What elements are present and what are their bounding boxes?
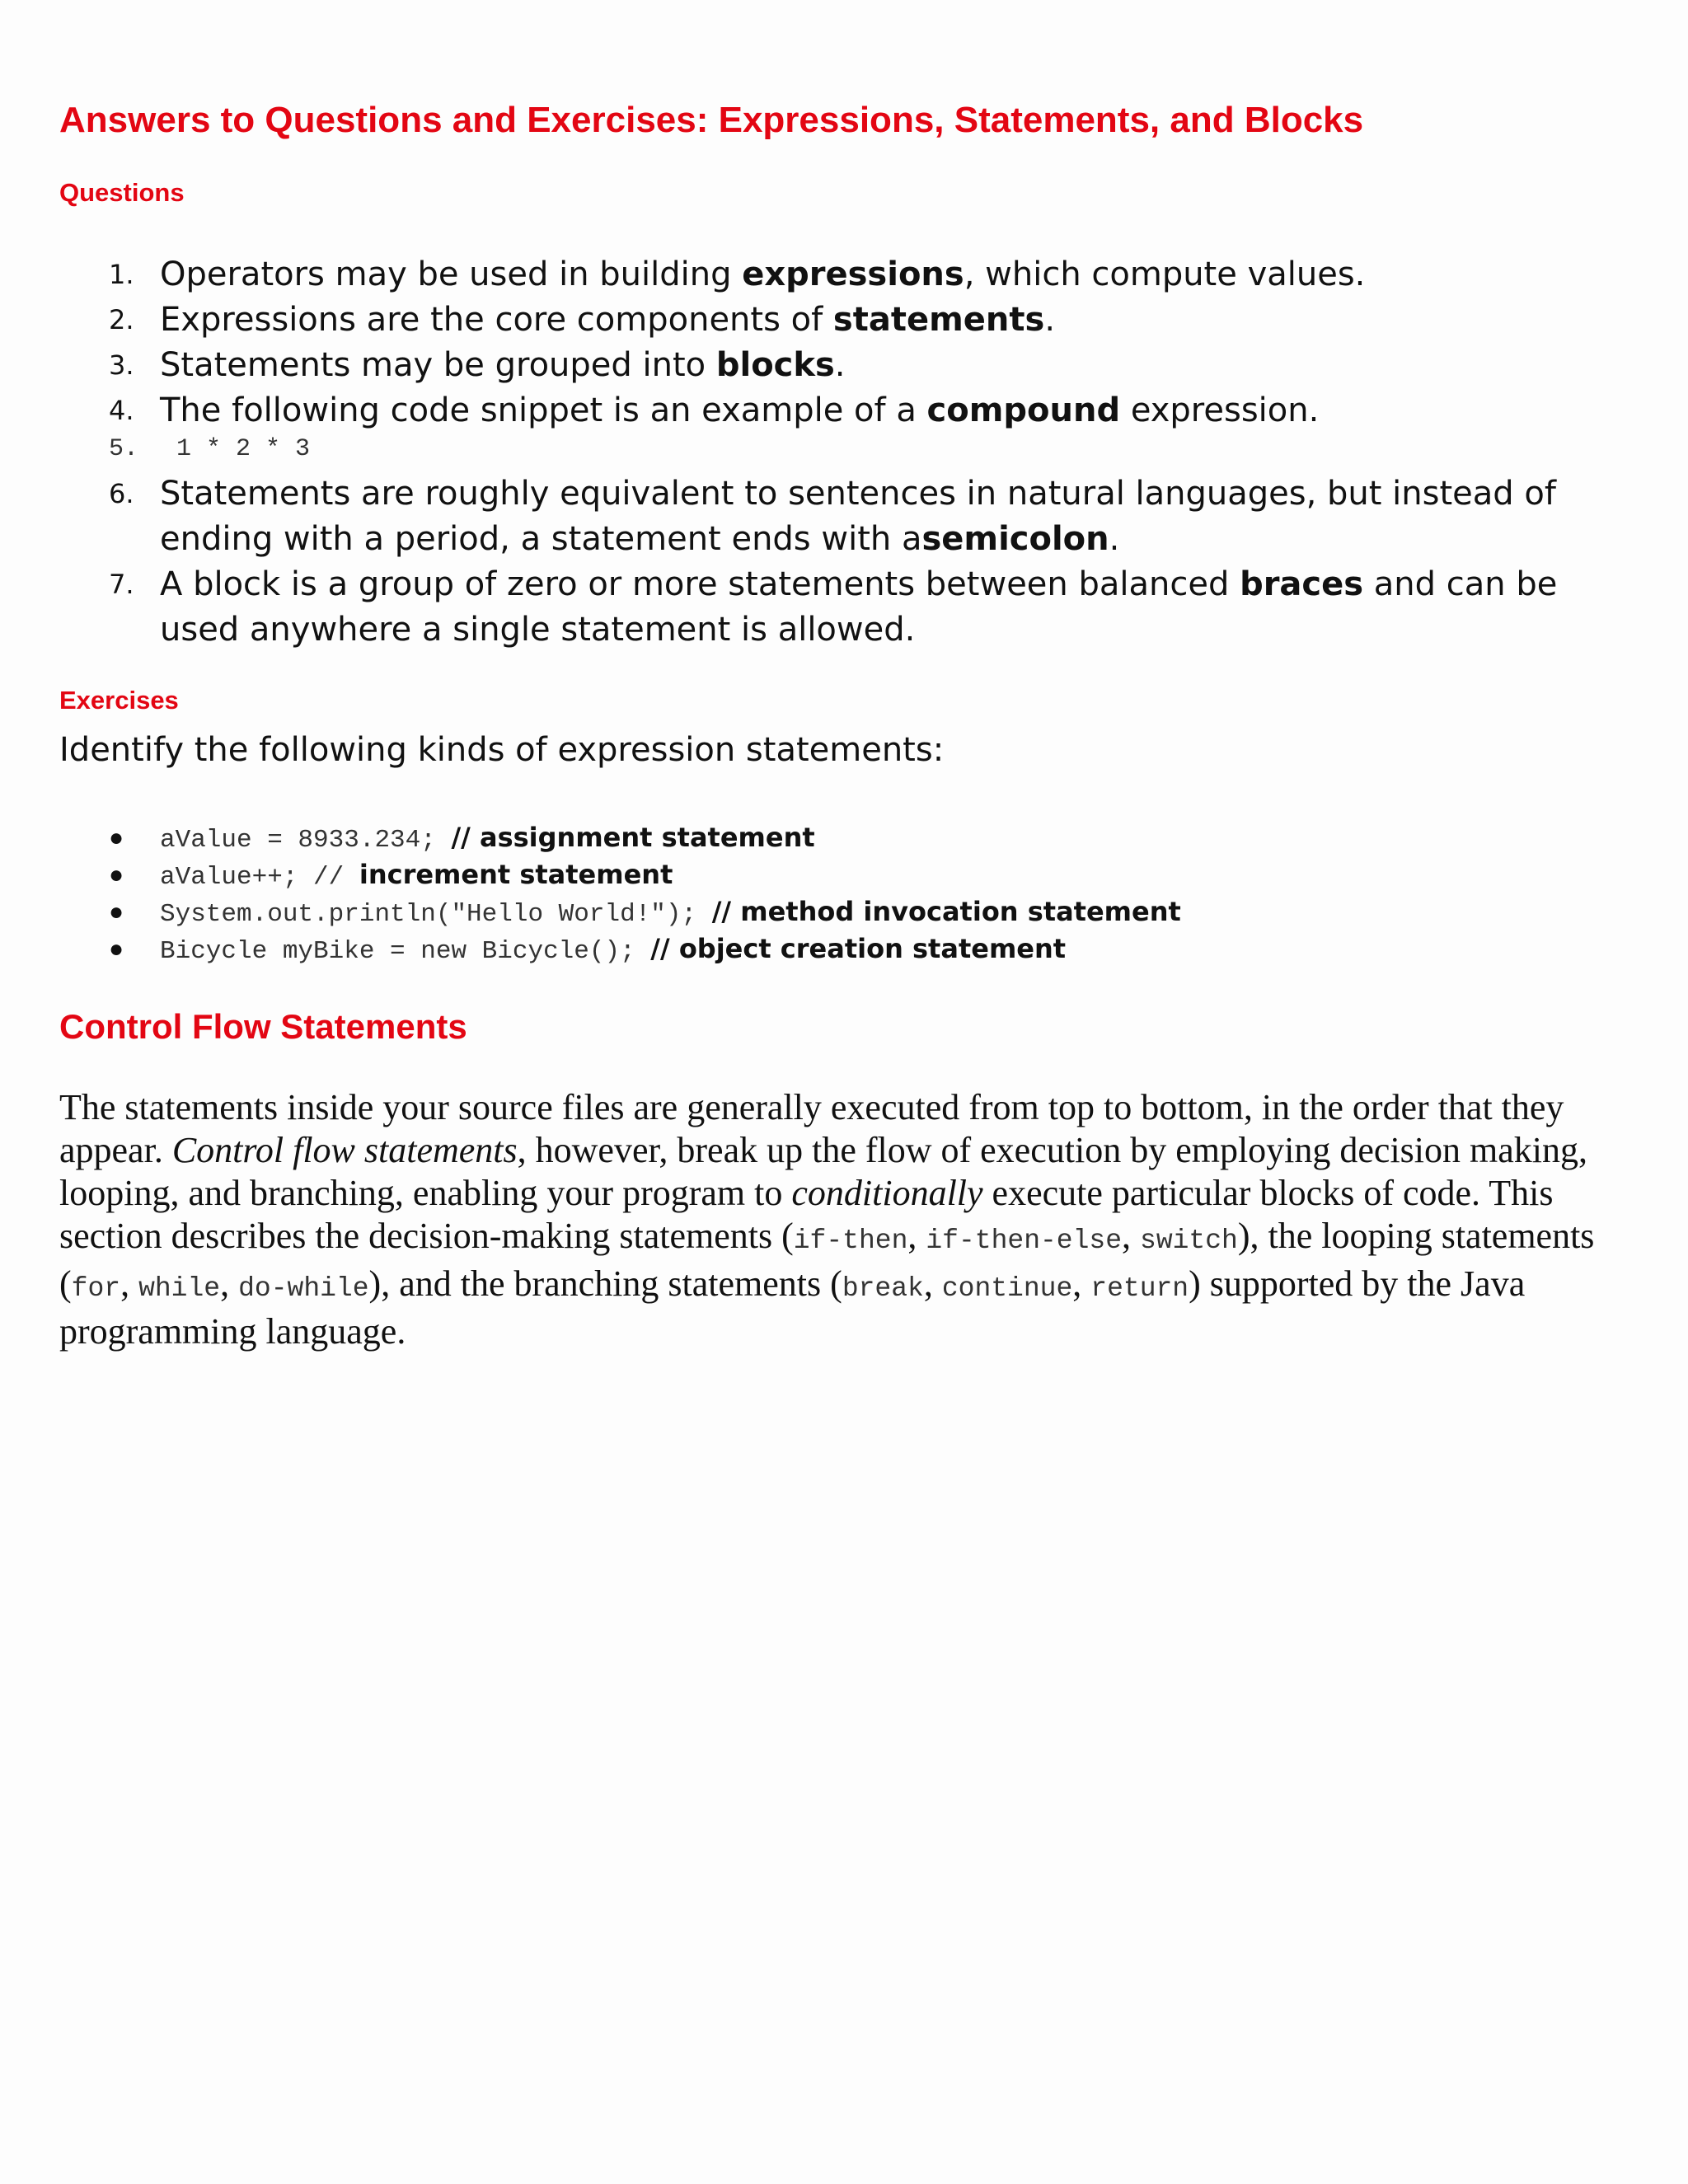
control-flow-paragraph bbox=[59, 1086, 1625, 1353]
code-comment: // object creation statement bbox=[650, 933, 1067, 964]
bullet-icon: ● bbox=[109, 861, 124, 888]
code-comment: // assignment statement bbox=[451, 822, 815, 853]
inline-code: while bbox=[138, 1273, 221, 1304]
code-comment: increment statement bbox=[359, 859, 673, 890]
exercise-code bbox=[160, 856, 673, 896]
separator: , bbox=[923, 1263, 942, 1304]
separator: , bbox=[120, 1263, 139, 1304]
question-text: . bbox=[1109, 520, 1120, 558]
separator: , bbox=[1072, 1263, 1091, 1304]
question-number: 1. bbox=[109, 259, 134, 290]
paragraph-text: ), the looping statements ( bbox=[59, 1216, 1595, 1304]
emphasis-text: conditionally bbox=[791, 1173, 983, 1213]
question-text: . bbox=[834, 346, 846, 384]
answer-term: compound bbox=[926, 391, 1121, 429]
bullet-icon: ● bbox=[109, 898, 124, 926]
separator: , bbox=[1122, 1216, 1141, 1256]
question-text: The following code snippet is an example of a bbox=[160, 391, 927, 429]
question-item bbox=[0, 252, 1643, 298]
question-text: Operators may be used in building bbox=[160, 255, 743, 293]
question-item bbox=[0, 562, 1643, 653]
bullet-icon: ● bbox=[109, 935, 124, 963]
separator: , bbox=[907, 1216, 926, 1256]
question-text: Statements may be grouped into bbox=[160, 346, 716, 384]
answer-term: blocks bbox=[715, 346, 835, 384]
answer-term: statements bbox=[832, 301, 1045, 339]
code-text: aValue = 8933.234; bbox=[160, 826, 452, 855]
inline-code: return bbox=[1090, 1273, 1189, 1304]
answer-term: expressions bbox=[742, 255, 964, 293]
exercise-code bbox=[160, 893, 1181, 933]
question-text: . bbox=[1044, 301, 1056, 339]
question-number: 3. bbox=[109, 349, 134, 381]
code-comment: // method invocation statement bbox=[711, 896, 1181, 927]
question-text: , which compute values. bbox=[964, 255, 1366, 293]
questions-list bbox=[0, 252, 1688, 653]
paragraph-text: The statements inside your source files are generally executed from top to bottom, in the order that they appear. bbox=[59, 1087, 1564, 1170]
question-item bbox=[0, 388, 1643, 434]
bullet-icon: ● bbox=[109, 824, 124, 851]
questions-heading: Questions bbox=[59, 178, 185, 207]
question-number: 6. bbox=[109, 478, 134, 509]
exercises-list bbox=[0, 819, 1688, 968]
question-number: 4. bbox=[109, 395, 134, 426]
question-text: expression. bbox=[1120, 391, 1320, 429]
paragraph-text: execute particular blocks of code. This section describes the decision-making statements ( bbox=[59, 1173, 1554, 1256]
exercise-item bbox=[0, 930, 1688, 968]
code-text: Bicycle myBike = new Bicycle(); bbox=[160, 937, 651, 966]
inline-code: break bbox=[842, 1273, 924, 1304]
code-text: System.out.println("Hello World!"); bbox=[160, 900, 712, 929]
exercise-item bbox=[0, 819, 1688, 856]
exercises-intro: Identify the following kinds of expression statements: bbox=[59, 731, 945, 769]
paragraph-text: ), and the branching statements ( bbox=[368, 1263, 842, 1304]
paragraph-text: ) supported by the Java programming language. bbox=[59, 1263, 1526, 1352]
question-text: and can be used anywhere a single statement is allowed. bbox=[160, 565, 1558, 649]
inline-code: continue bbox=[941, 1273, 1073, 1304]
exercise-code bbox=[160, 930, 1066, 970]
exercise-code bbox=[160, 819, 815, 859]
code-text: aValue++; bbox=[160, 863, 314, 892]
question-text: Expressions are the core components of bbox=[160, 301, 833, 339]
exercises-heading: Exercises bbox=[59, 686, 179, 715]
exercise-item bbox=[0, 856, 1688, 893]
comment-prefix: // bbox=[313, 863, 359, 892]
section-heading: Control Flow Statements bbox=[59, 1007, 467, 1046]
inline-code: switch bbox=[1140, 1226, 1238, 1256]
inline-code: do-while bbox=[238, 1273, 369, 1304]
question-item bbox=[0, 343, 1643, 388]
inline-code: if-then bbox=[793, 1226, 908, 1256]
answer-term: semicolon bbox=[921, 520, 1109, 558]
question-item bbox=[0, 298, 1643, 343]
separator: , bbox=[220, 1263, 239, 1304]
inline-code: if-then-else bbox=[926, 1226, 1123, 1256]
question-item bbox=[0, 471, 1643, 562]
code-snippet: 1 * 2 * 3 bbox=[176, 435, 311, 463]
question-text: Statements are roughly equivalent to sentences in natural languages, but instead of ending with a period, a statement ends with a bbox=[160, 475, 1556, 558]
exercise-item bbox=[0, 893, 1688, 930]
question-number: 5. bbox=[109, 435, 139, 463]
inline-code: for bbox=[71, 1273, 121, 1304]
code-snippet-line bbox=[0, 434, 1688, 465]
page-title: Answers to Questions and Exercises: Expressions, Statements, and Blocks bbox=[59, 100, 1364, 140]
question-text: A block is a group of zero or more statements between balanced bbox=[160, 565, 1240, 603]
question-number: 7. bbox=[109, 569, 134, 600]
paragraph-text: , however, break up the flow of execution by employing decision making, looping, and branching, enabling your program to bbox=[59, 1130, 1587, 1213]
answer-term: braces bbox=[1240, 565, 1364, 603]
emphasis-text: Control flow statements bbox=[171, 1130, 518, 1170]
question-number: 2. bbox=[109, 304, 134, 335]
